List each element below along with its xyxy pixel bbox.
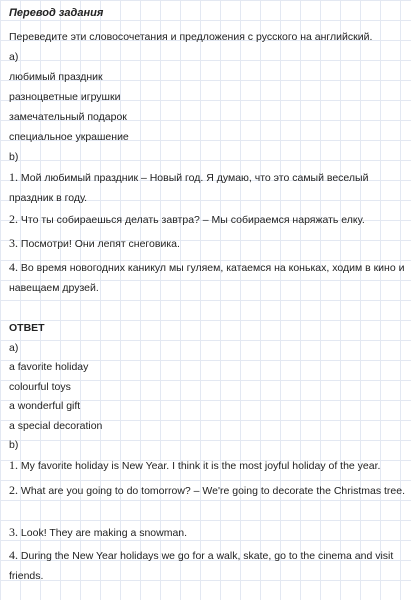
- sentence-text: Посмотри! Они лепят снеговика.: [20, 238, 180, 250]
- answer-sentence-2: [9, 480, 405, 501]
- sentence-text: What are you going to do tomorrow? – We're going to decorate the Christmas tree.: [20, 485, 406, 497]
- task-part-b-label: b): [9, 151, 19, 163]
- sentence-text: Мой любимый праздник – Новый год. Я думаю, что это самый веселый праздник в году.: [9, 172, 369, 204]
- sentence-number: 1.: [9, 170, 18, 184]
- sentence-number: 3.: [9, 525, 18, 539]
- answer-phrase-4: a special decoration: [9, 420, 103, 432]
- page-title: Перевод задания: [9, 7, 104, 19]
- task-instruction: Переведите эти словосочетания и предложения с русского на английский.: [9, 31, 373, 43]
- sentence-text: My favorite holiday is New Year. I think it is the most joyful holiday of the year.: [20, 460, 381, 472]
- answer-phrase-3: a wonderful gift: [9, 400, 81, 412]
- sentence-text: Во время новогодних каникул мы гуляем, катаемся на коньках, ходим в кино и навещаем друзей.: [9, 262, 405, 294]
- task-sentence-2: [9, 209, 405, 230]
- answer-sentence-1: [9, 455, 405, 476]
- sentence-number: 3.: [9, 236, 18, 250]
- sentence-text: Что ты собираешься делать завтра? – Мы собираемся наряжать елку.: [20, 214, 365, 226]
- sentence-text: During the New Year holidays we go for a walk, skate, go to the cinema and visit friends.: [9, 550, 394, 582]
- sentence-number: 4.: [9, 260, 18, 274]
- sentence-text: Look! They are making a snowman.: [20, 527, 188, 539]
- task-phrase-3: замечательный подарок: [9, 111, 127, 123]
- answer-phrase-2: colourful toys: [9, 381, 71, 393]
- task-phrase-2: разноцветные игрушки: [9, 91, 121, 103]
- answer-sentence-3: [9, 522, 405, 543]
- sentence-number: 2.: [9, 483, 18, 497]
- answer-part-a-label: a): [9, 342, 19, 354]
- task-sentence-4: [9, 257, 405, 298]
- task-phrase-1: любимый праздник: [9, 71, 103, 83]
- task-sentence-1: [9, 167, 405, 208]
- answer-sentence-4: [9, 545, 405, 586]
- sentence-number: 1.: [9, 458, 18, 472]
- task-part-a-label: a): [9, 51, 19, 63]
- answer-heading: ОТВЕТ: [9, 322, 45, 334]
- answer-part-b-label: b): [9, 439, 19, 451]
- sentence-number: 2.: [9, 212, 18, 226]
- task-phrase-4: специальное украшение: [9, 131, 129, 143]
- task-sentence-3: [9, 233, 405, 254]
- sentence-number: 4.: [9, 548, 18, 562]
- answer-phrase-1: a favorite holiday: [9, 361, 89, 373]
